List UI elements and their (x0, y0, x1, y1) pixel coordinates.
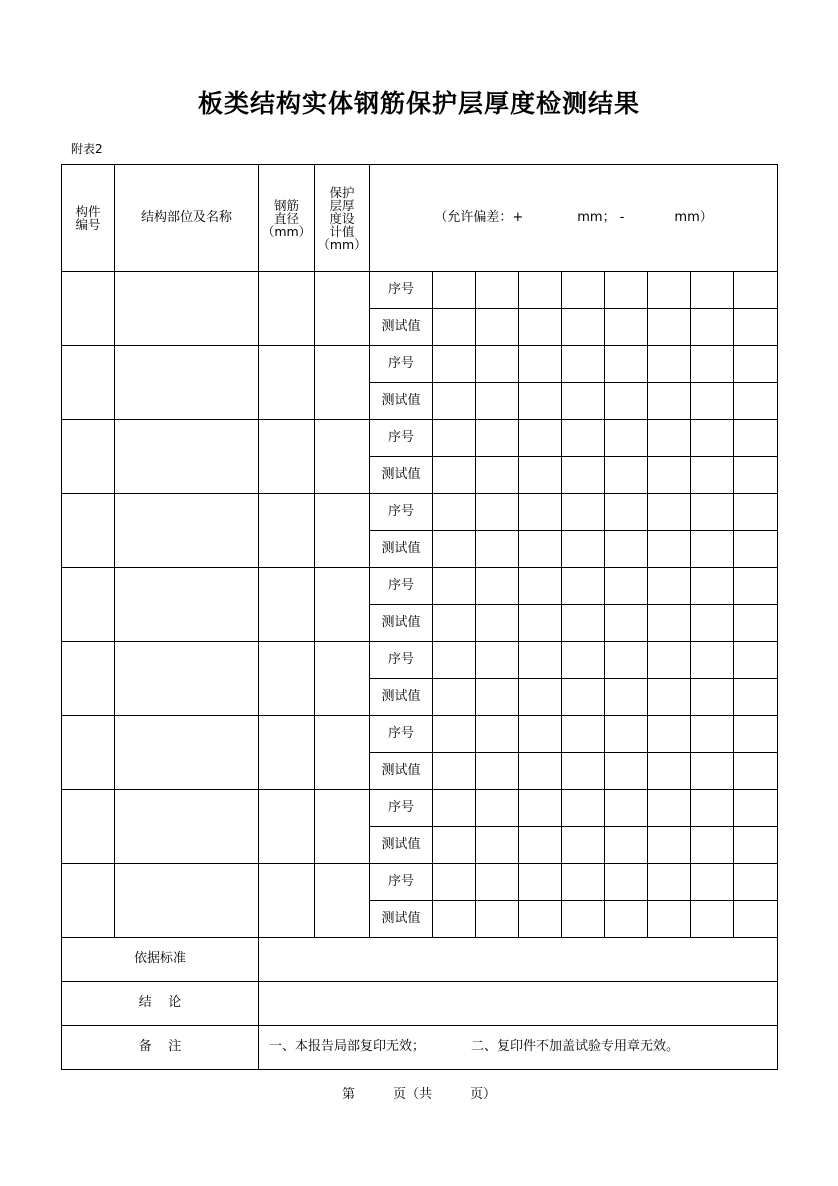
component-no-cell[interactable] (62, 864, 115, 938)
seq-row (62, 568, 778, 605)
seq-cell[interactable] (562, 272, 605, 309)
measured-label: 测试值 (370, 753, 433, 790)
seq-cell[interactable] (648, 420, 691, 457)
remarks-label: 备 注 (62, 1026, 259, 1070)
seq-label: 序号 (370, 864, 433, 901)
seq-row (62, 642, 778, 679)
component-no-cell[interactable] (62, 494, 115, 568)
location-name-cell[interactable] (115, 494, 259, 568)
measured-cell[interactable] (433, 679, 476, 716)
header-cover-design: 保护 层厚 度设 计值 （mm） (315, 165, 370, 272)
page-title: 板类结构实体钢筋保护层厚度检测结果 (197, 89, 640, 118)
remarks-row (62, 1026, 778, 1070)
seq-cell[interactable] (476, 642, 519, 679)
cover-design-cell[interactable] (315, 568, 370, 642)
seq-cell[interactable] (691, 272, 734, 309)
seq-label: 序号 (370, 494, 433, 531)
measured-cell[interactable] (648, 753, 691, 790)
seq-cell[interactable] (605, 272, 648, 309)
seq-cell[interactable] (734, 790, 778, 827)
seq-cell[interactable] (433, 346, 476, 383)
measured-cell[interactable] (648, 827, 691, 864)
measured-cell[interactable] (519, 457, 562, 494)
seq-cell[interactable] (691, 790, 734, 827)
measured-cell[interactable] (648, 679, 691, 716)
header-row (62, 165, 778, 272)
appendix-label: 附表2 (71, 142, 103, 156)
seq-label: 序号 (370, 716, 433, 753)
location-name-cell[interactable] (115, 716, 259, 790)
seq-cell[interactable] (691, 494, 734, 531)
seq-row (62, 790, 778, 827)
location-name-cell[interactable] (115, 864, 259, 938)
bar-diameter-cell[interactable] (259, 790, 315, 864)
measured-cell[interactable] (691, 753, 734, 790)
component-no-cell[interactable] (62, 568, 115, 642)
measured-cell[interactable] (734, 901, 778, 938)
location-name-cell[interactable] (115, 642, 259, 716)
measured-cell[interactable] (691, 827, 734, 864)
measured-cell[interactable] (734, 383, 778, 420)
seq-cell[interactable] (433, 494, 476, 531)
seq-cell[interactable] (734, 346, 778, 383)
measured-cell[interactable] (648, 901, 691, 938)
cover-design-cell[interactable] (315, 346, 370, 420)
seq-cell[interactable] (648, 346, 691, 383)
measured-cell[interactable] (476, 309, 519, 346)
cover-design-cell[interactable] (315, 864, 370, 938)
seq-cell[interactable] (519, 790, 562, 827)
seq-cell[interactable] (648, 494, 691, 531)
measured-cell[interactable] (734, 679, 778, 716)
seq-cell[interactable] (734, 864, 778, 901)
header-component-no: 构件 编号 (62, 165, 115, 272)
bar-diameter-cell[interactable] (259, 716, 315, 790)
seq-cell[interactable] (433, 642, 476, 679)
basis-row (62, 938, 778, 982)
seq-row (62, 494, 778, 531)
bar-diameter-cell[interactable] (259, 346, 315, 420)
seq-cell[interactable] (519, 420, 562, 457)
measured-cell[interactable] (562, 605, 605, 642)
bar-diameter-cell[interactable] (259, 272, 315, 346)
measured-cell[interactable] (605, 679, 648, 716)
seq-cell[interactable] (562, 716, 605, 753)
cover-design-cell[interactable] (315, 494, 370, 568)
measured-cell[interactable] (734, 827, 778, 864)
measured-cell[interactable] (648, 309, 691, 346)
seq-cell[interactable] (562, 790, 605, 827)
component-no-cell[interactable] (62, 420, 115, 494)
seq-cell[interactable] (648, 568, 691, 605)
seq-cell[interactable] (519, 272, 562, 309)
measured-cell[interactable] (605, 901, 648, 938)
measured-cell[interactable] (734, 309, 778, 346)
measured-cell[interactable] (476, 457, 519, 494)
seq-cell[interactable] (605, 790, 648, 827)
seq-cell[interactable] (562, 864, 605, 901)
measured-label: 测试值 (370, 383, 433, 420)
seq-cell[interactable] (691, 568, 734, 605)
measured-cell[interactable] (519, 753, 562, 790)
bar-diameter-cell[interactable] (259, 864, 315, 938)
measured-cell[interactable] (605, 457, 648, 494)
seq-cell[interactable] (562, 346, 605, 383)
measured-cell[interactable] (433, 753, 476, 790)
seq-cell[interactable] (476, 716, 519, 753)
measured-cell[interactable] (691, 457, 734, 494)
measured-cell[interactable] (433, 901, 476, 938)
location-name-cell[interactable] (115, 568, 259, 642)
measured-cell[interactable] (734, 531, 778, 568)
seq-cell[interactable] (691, 864, 734, 901)
bar-diameter-cell[interactable] (259, 420, 315, 494)
seq-cell[interactable] (648, 272, 691, 309)
measured-cell[interactable] (691, 383, 734, 420)
seq-cell[interactable] (691, 716, 734, 753)
location-name-cell[interactable] (115, 420, 259, 494)
seq-cell[interactable] (476, 568, 519, 605)
measured-cell[interactable] (519, 531, 562, 568)
seq-cell[interactable] (562, 642, 605, 679)
seq-cell[interactable] (519, 642, 562, 679)
seq-cell[interactable] (648, 790, 691, 827)
result-table (61, 164, 778, 1070)
measured-cell[interactable] (605, 531, 648, 568)
seq-cell[interactable] (476, 272, 519, 309)
seq-cell[interactable] (562, 494, 605, 531)
seq-row (62, 346, 778, 383)
measured-cell[interactable] (433, 531, 476, 568)
seq-cell[interactable] (734, 716, 778, 753)
remarks-value (259, 1026, 778, 1070)
cover-design-cell[interactable] (315, 272, 370, 346)
component-no-cell[interactable] (62, 716, 115, 790)
measured-label: 测试值 (370, 309, 433, 346)
seq-cell[interactable] (605, 420, 648, 457)
seq-row (62, 272, 778, 309)
page-footer: 第 页（共 页） (341, 1087, 497, 1102)
measured-cell[interactable] (433, 457, 476, 494)
seq-cell[interactable] (648, 716, 691, 753)
seq-cell[interactable] (433, 272, 476, 309)
seq-cell[interactable] (519, 716, 562, 753)
conclusion-label: 结 论 (62, 982, 259, 1026)
seq-cell[interactable] (605, 494, 648, 531)
location-name-cell[interactable] (115, 790, 259, 864)
component-no-cell[interactable] (62, 272, 115, 346)
measured-cell[interactable] (433, 383, 476, 420)
measured-cell[interactable] (519, 383, 562, 420)
header-tolerance: （允许偏差：+ mm； - mm） (370, 165, 778, 272)
header-location-name: 结构部位及名称 (115, 165, 259, 272)
measured-label: 测试值 (370, 531, 433, 568)
seq-label: 序号 (370, 420, 433, 457)
bar-diameter-cell[interactable] (259, 494, 315, 568)
location-name-cell[interactable] (115, 346, 259, 420)
seq-cell[interactable] (476, 494, 519, 531)
measured-cell[interactable] (562, 753, 605, 790)
measured-cell[interactable] (562, 531, 605, 568)
cover-design-cell[interactable] (315, 642, 370, 716)
measured-cell[interactable] (519, 827, 562, 864)
measured-cell[interactable] (734, 457, 778, 494)
component-no-cell[interactable] (62, 790, 115, 864)
seq-cell[interactable] (562, 420, 605, 457)
measured-cell[interactable] (562, 383, 605, 420)
measured-cell[interactable] (433, 827, 476, 864)
measured-cell[interactable] (476, 827, 519, 864)
seq-cell[interactable] (691, 420, 734, 457)
measured-cell[interactable] (691, 679, 734, 716)
conclusion-value[interactable] (259, 982, 778, 1026)
seq-cell[interactable] (519, 494, 562, 531)
measured-cell[interactable] (476, 605, 519, 642)
measured-cell[interactable] (476, 901, 519, 938)
measured-cell[interactable] (691, 531, 734, 568)
measured-label: 测试值 (370, 679, 433, 716)
measured-cell[interactable] (476, 753, 519, 790)
measured-label: 测试值 (370, 827, 433, 864)
measured-cell[interactable] (476, 679, 519, 716)
basis-label: 依据标准 (62, 938, 259, 982)
seq-cell[interactable] (734, 568, 778, 605)
measured-label: 测试值 (370, 901, 433, 938)
measured-cell[interactable] (605, 605, 648, 642)
measured-cell[interactable] (562, 901, 605, 938)
measured-cell[interactable] (648, 383, 691, 420)
seq-cell[interactable] (605, 716, 648, 753)
seq-cell[interactable] (433, 716, 476, 753)
measured-cell[interactable] (519, 901, 562, 938)
seq-cell[interactable] (605, 568, 648, 605)
seq-cell[interactable] (605, 642, 648, 679)
seq-cell[interactable] (691, 642, 734, 679)
cover-design-cell[interactable] (315, 790, 370, 864)
remark-1: 一、本报告局部复印无效； (269, 1039, 426, 1055)
measured-cell[interactable] (519, 309, 562, 346)
seq-cell[interactable] (519, 346, 562, 383)
measured-cell[interactable] (691, 605, 734, 642)
measured-cell[interactable] (691, 901, 734, 938)
measured-cell[interactable] (648, 457, 691, 494)
bar-diameter-cell[interactable] (259, 642, 315, 716)
seq-cell[interactable] (476, 790, 519, 827)
measured-cell[interactable] (648, 531, 691, 568)
seq-cell[interactable] (605, 346, 648, 383)
seq-cell[interactable] (433, 420, 476, 457)
seq-cell[interactable] (519, 864, 562, 901)
measured-cell[interactable] (605, 827, 648, 864)
seq-row (62, 864, 778, 901)
seq-cell[interactable] (476, 420, 519, 457)
seq-cell[interactable] (734, 642, 778, 679)
basis-value[interactable] (259, 938, 778, 982)
header-bar-diameter: 钢筋 直径 （mm） (259, 165, 315, 272)
measured-cell[interactable] (476, 531, 519, 568)
seq-cell[interactable] (648, 642, 691, 679)
measured-cell[interactable] (605, 383, 648, 420)
measured-cell[interactable] (734, 605, 778, 642)
seq-cell[interactable] (433, 864, 476, 901)
measured-cell[interactable] (476, 383, 519, 420)
seq-cell[interactable] (734, 494, 778, 531)
measured-cell[interactable] (562, 679, 605, 716)
seq-label: 序号 (370, 568, 433, 605)
cover-design-cell[interactable] (315, 716, 370, 790)
seq-cell[interactable] (691, 346, 734, 383)
component-no-cell[interactable] (62, 346, 115, 420)
component-no-cell[interactable] (62, 642, 115, 716)
measured-cell[interactable] (562, 309, 605, 346)
seq-cell[interactable] (734, 272, 778, 309)
seq-cell[interactable] (734, 420, 778, 457)
seq-label: 序号 (370, 790, 433, 827)
seq-row (62, 716, 778, 753)
seq-cell[interactable] (519, 568, 562, 605)
bar-diameter-cell[interactable] (259, 568, 315, 642)
remark-2: 二、复印件不加盖试验专用章无效。 (471, 1039, 680, 1055)
seq-cell[interactable] (433, 568, 476, 605)
seq-cell[interactable] (605, 864, 648, 901)
measured-cell[interactable] (691, 309, 734, 346)
measured-label: 测试值 (370, 605, 433, 642)
measured-cell[interactable] (648, 605, 691, 642)
measured-cell[interactable] (562, 827, 605, 864)
measured-cell[interactable] (519, 679, 562, 716)
measured-label: 测试值 (370, 457, 433, 494)
seq-cell[interactable] (476, 864, 519, 901)
conclusion-row (62, 982, 778, 1026)
cover-design-cell[interactable] (315, 420, 370, 494)
measured-cell[interactable] (433, 605, 476, 642)
seq-cell[interactable] (562, 568, 605, 605)
measured-cell[interactable] (562, 457, 605, 494)
seq-cell[interactable] (433, 790, 476, 827)
seq-label: 序号 (370, 272, 433, 309)
seq-cell[interactable] (476, 346, 519, 383)
seq-row (62, 420, 778, 457)
measured-cell[interactable] (433, 309, 476, 346)
seq-label: 序号 (370, 642, 433, 679)
measured-cell[interactable] (605, 309, 648, 346)
measured-cell[interactable] (734, 753, 778, 790)
measured-cell[interactable] (605, 753, 648, 790)
location-name-cell[interactable] (115, 272, 259, 346)
measured-cell[interactable] (519, 605, 562, 642)
seq-label: 序号 (370, 346, 433, 383)
seq-cell[interactable] (648, 864, 691, 901)
